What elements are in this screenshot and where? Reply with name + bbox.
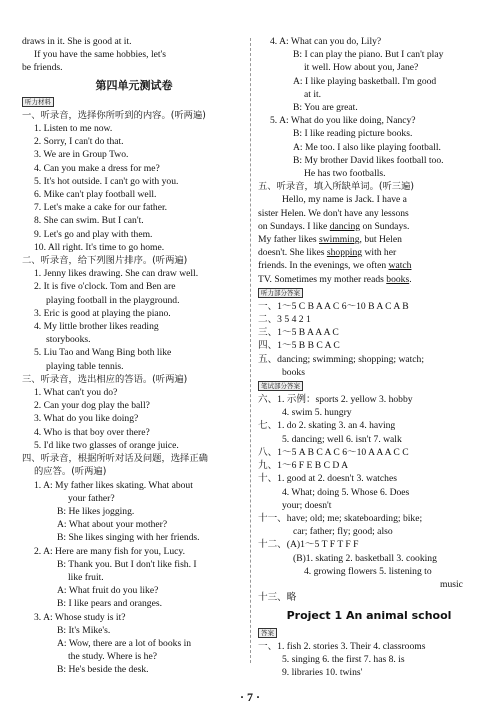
- dialog-line: B: She likes singing with her friends.: [57, 532, 200, 544]
- text-line: be friends.: [22, 62, 63, 74]
- section-title: 四、听录音，根据所听对话及问题，选择正确: [22, 453, 208, 465]
- list-item: 2. It is five o'clock. Tom and Ben are: [34, 281, 176, 293]
- text-line: If you have the same hobbies, let's: [34, 49, 167, 61]
- dialog-line: 4. A: What can you do, Lily?: [270, 36, 382, 47]
- list-item: storybooks.: [46, 334, 91, 346]
- answer-line: 十、1. good at 2. doesn't 3. watches: [258, 473, 397, 485]
- left-column: [22, 35, 246, 677]
- written-answers-badge: 笔试部分答案: [258, 381, 303, 391]
- dialog-line: at it.: [304, 88, 322, 100]
- list-item: 5. It's hot outside. I can't go with you.: [34, 175, 179, 187]
- passage-line: doesn't. She likes shopping with her: [258, 247, 397, 259]
- list-item: 6. Mike can't play football well.: [34, 189, 157, 201]
- blank-answer: swimming: [319, 234, 360, 246]
- list-item: playing football in the playground.: [46, 294, 180, 306]
- dialog-line: B: I like reading picture books.: [293, 128, 413, 140]
- dialog-line: your father?: [68, 492, 115, 504]
- dialog-line: A: I like playing basketball. I'm good: [293, 75, 437, 87]
- list-item: 3. What do you like doing?: [34, 413, 139, 425]
- list-item: 5. Liu Tao and Wang Bing both like: [34, 347, 172, 359]
- dialog-line: like fruit.: [68, 571, 104, 583]
- section-title: 五、听录音，填入所缺单词。(听三遍): [258, 181, 415, 193]
- answer-line: your; doesn't: [282, 499, 332, 511]
- list-item: 2. Can your dog play the ball?: [34, 400, 150, 412]
- dialog-line: A: Me too. I also like playing football.: [293, 141, 441, 153]
- list-item: 1. What can't you do?: [34, 387, 118, 399]
- dialog-line: B: I like pears and oranges.: [57, 598, 162, 610]
- answer-line: 4. growing flowers 5. listening to: [304, 565, 432, 577]
- list-item: 3. We are in Group Two.: [34, 149, 129, 161]
- list-item: 5. I'd like two glasses of orange juice.: [34, 439, 179, 451]
- passage-line: sister Helen. We don't have any lessons: [258, 207, 409, 219]
- passage-line: on Sundays. I like dancing on Sundays.: [258, 220, 410, 232]
- answer-line: 五、dancing; swimming; shopping; watch;: [258, 353, 425, 365]
- unit-title: 第四单元测试卷: [95, 78, 173, 92]
- answer-line: 二、3 5 4 2 1: [258, 314, 311, 326]
- dialog-line: 1. A: My father likes skating. What about: [34, 479, 193, 491]
- list-item: 7. Let's make a cake for our father.: [34, 202, 168, 214]
- section-title: 一、听录音，选择你所听到的内容。(听两遍): [22, 109, 206, 121]
- answer-line: 十三、略: [258, 592, 297, 604]
- answer-line: 三、1～5 B A A A C: [258, 327, 339, 339]
- dialog-line: A: What about your mother?: [57, 519, 168, 531]
- answer-line: 四、1～5 B B C A C: [258, 340, 340, 352]
- answer-line: 八、1～5 A B C A C 6～10 A A A C C: [258, 446, 409, 458]
- section-title: 二、听录音，给下列图片排序。(听两遍): [22, 255, 188, 267]
- page-number: · 7 ·: [239, 690, 260, 704]
- answer-line: music: [440, 578, 463, 590]
- passage-line: Hello, my name is Jack. I have a: [282, 194, 407, 206]
- answer-line: 5. singing 6. the first 7. has 8. is: [282, 653, 405, 665]
- list-item: 4. My little brother likes reading: [34, 321, 159, 333]
- blank-answer: dancing: [329, 220, 361, 232]
- list-item: 1. Listen to me now.: [34, 123, 113, 135]
- dialog-line: He has two footballs.: [304, 168, 386, 180]
- answer-line: 六、1. 示例：sports 2. yellow 3. hobby: [258, 394, 413, 406]
- dialog-line: B: Thank you. But I don't like fish. I: [57, 558, 197, 570]
- listening-answers-badge: 听力部分答案: [258, 288, 303, 298]
- list-item: 9. Let's go and play with them.: [34, 228, 153, 240]
- answer-line: 十二、(A)1～5 T F T F F: [258, 539, 359, 551]
- answer-line: car; father; fly; good; also: [293, 526, 393, 538]
- dialog-line: B: You are great.: [293, 102, 358, 114]
- column-divider: [250, 38, 251, 663]
- list-item: 2. Sorry, I can't do that.: [34, 136, 124, 148]
- dialog-line: B: He's beside the desk.: [57, 664, 149, 676]
- text-line: draws in it. She is good at it.: [22, 36, 132, 47]
- section-title: 的应答。(听两遍): [34, 466, 107, 478]
- dialog-line: A: Wow, there are a lot of books in: [57, 637, 192, 649]
- list-item: playing table tennis.: [46, 360, 124, 372]
- answer-line: (B)1. skating 2. basketball 3. cooking: [293, 552, 437, 564]
- answer-line: 一、1. fish 2. stories 3. Their 4. classrooms: [258, 640, 426, 652]
- answer-line: books: [282, 366, 305, 378]
- answer-line: 七、1. do 2. skating 3. an 4. having: [258, 420, 396, 432]
- answer-line: 9. libraries 10. twins': [282, 666, 363, 678]
- dialog-line: B: I can play the piano. But I can't play: [293, 49, 444, 61]
- blank-answer: books: [386, 273, 410, 285]
- dialog-line: the study. Where is he?: [68, 651, 157, 663]
- answer-line: 4. swim 5. hungry: [282, 407, 352, 419]
- dialog-line: B: My brother David likes football too.: [293, 154, 444, 166]
- answers-badge: 答案: [258, 628, 277, 638]
- answer-line: 4. What; doing 5. Whose 6. Does: [282, 486, 410, 498]
- passage-line: TV. Sometimes my mother reads books.: [258, 273, 412, 285]
- right-column: [258, 35, 480, 679]
- list-item: 4. Who is that boy over there?: [34, 426, 150, 438]
- answer-line: 十一、have; old; me; skateboarding; bike;: [258, 512, 423, 524]
- dialog-line: 5. A: What do you like doing, Nancy?: [270, 115, 416, 127]
- blank-answer: watch: [388, 260, 412, 272]
- list-item: 10. All right. It's time to go home.: [34, 241, 165, 253]
- answer-line: 九、1～6 F E B C D A: [258, 460, 349, 472]
- answer-line: 一、1～5 C B A A C 6～10 B A C A B: [258, 300, 409, 312]
- list-item: 1. Jenny likes drawing. She can draw well.: [34, 268, 199, 280]
- list-item: 8. She can swim. But I can't.: [34, 215, 144, 227]
- project-title: Project 1 An animal school: [286, 609, 452, 623]
- dialog-line: 3. A: Whose study is it?: [34, 611, 126, 623]
- section-title: 三、听录音，选出相应的答语。(听两遍): [22, 373, 188, 385]
- passage-line: friends. In the evenings, we often watch: [258, 260, 412, 272]
- dialog-line: B: He likes jogging.: [57, 505, 135, 517]
- dialog-line: 2. A: Here are many fish for you, Lucy.: [34, 545, 185, 557]
- dialog-line: it well. How about you, Jane?: [304, 62, 419, 74]
- list-item: 3. Eric is good at playing the piano.: [34, 307, 171, 319]
- dialog-line: B: It's Mike's.: [57, 624, 111, 636]
- dialog-line: A: What fruit do you like?: [57, 585, 159, 597]
- answer-line: 5. dancing; well 6. isn't 7. walk: [282, 433, 402, 445]
- passage-line: My father likes swimming, but Helen: [258, 234, 402, 246]
- list-item: 4. Can you make a dress for me?: [34, 162, 160, 174]
- listening-material-badge: 听力材料: [22, 97, 54, 107]
- blank-answer: shopping: [326, 247, 363, 259]
